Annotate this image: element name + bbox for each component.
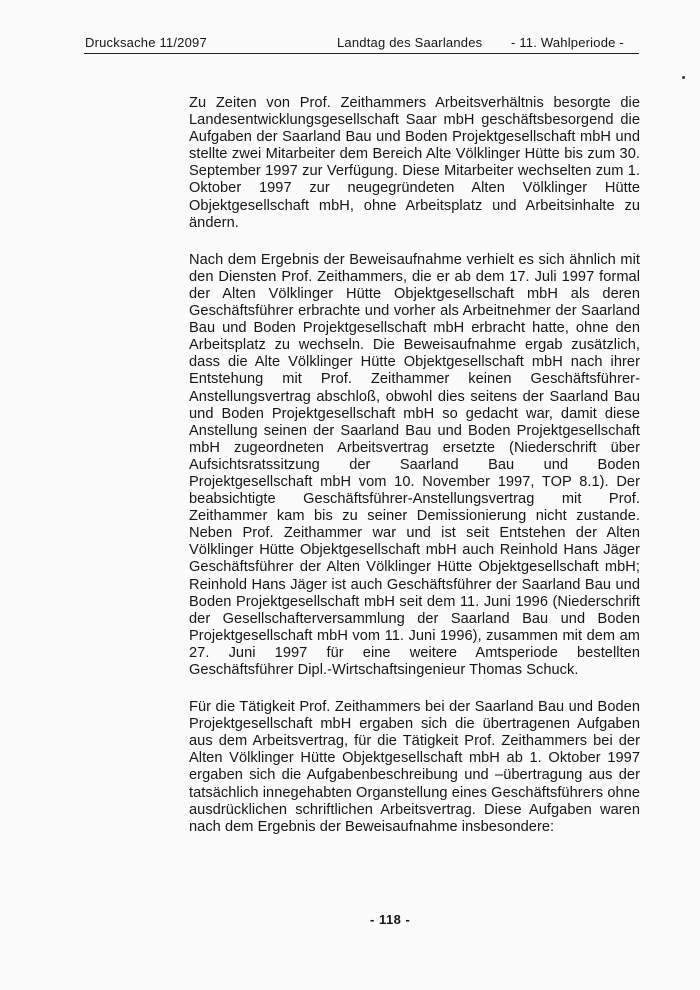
body-text [189, 95, 640, 836]
paragraph: Nach dem Ergebnis der Beweisaufnahme verhielt es sich ähnlich mit den Diensten Prof. Zeithammers, die er ab dem 17. Juli 1997 formal der Alten Völklinger Hütte Objektgesellschaft mbH als deren Geschäftsführer erbrachte und vorher als Arbeitnehmer der Saarland Bau und Boden Projektgesellschaft mbH erbracht hatte, ohne den Arbeitsplatz zu wechseln. Die Beweisaufnahme ergab zusätzlich, dass die Alte Völklinger Hütte Objektgesellschaft mbH nach ihrer Entstehung mit Prof. Zeithammer keinen Geschäftsführer-Anstellungsvertrag abschloß, obwohl dies seitens der Saarland Bau und Boden Projektgesellschaft mbH so gedacht war, damit diese Anstellung seinen der Saarland Bau und Boden Projektgesellschaft mbH zugeordneten Arbeitsvertrag ersetzte (Niederschrift über Aufsichtsratssitzung der Saarland Bau und Boden Projektgesellschaft mbH vom 10. November 1997, TOP 8.1). Der beabsichtigte Geschäftsführer-Anstellungsvertrag mit Prof. Zeithammer kam bis zu seiner Demissionierung nicht zustande. Neben Prof. Zeithammer war und ist seit Entstehen der Alten Völklinger Hütte Objektgesellschaft mbH auch Reinhold Hans Jäger Geschäftsführer der Alten Völklinger Hütte Objektgesellschaft mbH; Reinhold Hans Jäger ist auch Geschäftsführer der Saarland Bau und Boden Projektgesellschaft mbH seit dem 11. Juni 1996 (Niederschrift der Gesellschafterversammlung der Saarland Bau und Boden Projektgesellschaft mbH vom 11. Juni 1996), zusammen mit dem am 27. Juni 1997 für eine weitere Amtsperiode bestellten Geschäftsführer Dipl.-Wirtschaftsingenieur Thomas Schuck. [189, 251, 640, 678]
legislative-period: - 11. Wahlperiode - [511, 35, 624, 50]
page-number: - 118 - [370, 912, 411, 927]
header-rule [84, 53, 639, 54]
scan-speck [682, 76, 685, 79]
publisher-name: Landtag des Saarlandes [337, 35, 483, 50]
document-number: Drucksache 11/2097 [85, 35, 207, 50]
paragraph: Für die Tätigkeit Prof. Zeithammers bei der Saarland Bau und Boden Projektgesellschaft mbH ergaben sich die übertragenen Aufgaben aus dem Arbeitsvertrag, für die Tätigkeit Prof. Zeithammers bei der Alten Völklinger Hütte Objektgesellschaft mbH ab 1. Oktober 1997 ergaben sich die Aufgabenbeschreibung und –übertragung aus der tatsächlich innegehabten Organstellung eines Geschäftsführers ohne ausdrücklichen schriftlichen Arbeitsvertrag. Diese Aufgaben waren nach dem Ergebnis der Beweisaufnahme insbesondere: [189, 699, 640, 835]
page-header [85, 35, 637, 53]
paragraph: Zu Zeiten von Prof. Zeithammers Arbeitsverhältnis besorgte die Landesentwicklungsgesellschaft Saar mbH geschäftsbesorgend die Aufgaben der Saarland Bau und Boden Projektgesellschaft mbH und stellte zwei Mitarbeiter dem Bereich Alte Völklinger Hütte bis zum 30. September 1997 zur Verfügung. Diese Mitarbeiter wechselten zum 1. Oktober 1997 zur neugegründeten Alten Völklinger Hütte Objektgesellschaft mbH, ohne Arbeitsplatz und Arbeitsinhalte zu ändern. [189, 95, 640, 231]
